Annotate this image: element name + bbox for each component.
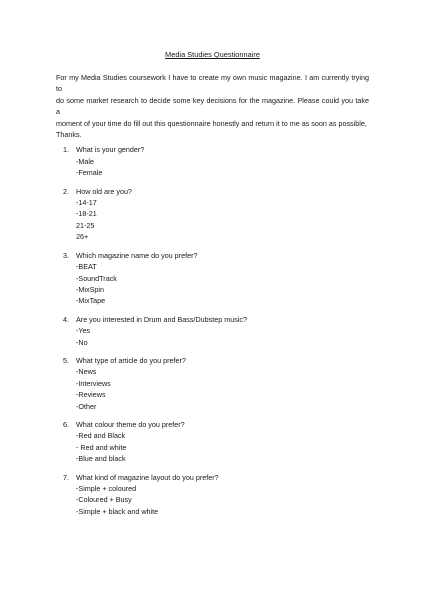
answer-option: -Coloured + Busy [76, 495, 132, 505]
question-text: How old are you? [76, 186, 132, 196]
answer-option: -MixSpin [76, 284, 104, 294]
question-item [56, 355, 369, 412]
intro-line: moment of your time do fill out this questionnaire honestly and return it to me as soon as possible, [56, 118, 367, 128]
answer-option: 26+ [76, 232, 89, 242]
question-text: Are you interested in Drum and Bass/Dubstep music? [76, 314, 247, 324]
option-list [76, 156, 369, 179]
answer-option: -No [76, 337, 88, 347]
intro-line: do some market research to decide some key decisions for the magazine. Please could you take a [56, 95, 369, 117]
option-list [76, 197, 369, 243]
answer-option: -Yes [76, 326, 91, 336]
intro-line: For my Media Studies coursework I have to create my own music magazine. I am currently trying to [56, 73, 369, 94]
answer-option: -Reviews [76, 390, 106, 400]
option-list [76, 325, 369, 348]
answer-option: -MixTape [76, 296, 106, 306]
question-number: 3. [63, 250, 69, 260]
answer-option: -Female [76, 168, 103, 178]
option-list [76, 366, 369, 412]
option-list [76, 430, 369, 464]
question-text: Which magazine name do you prefer? [76, 250, 198, 260]
answer-option: -Simple + coloured [76, 484, 137, 493]
question-text: What is your gender? [76, 145, 145, 155]
question-item [56, 472, 369, 518]
question-text: What type of article do you prefer? [76, 355, 186, 365]
question-list [56, 144, 369, 517]
answer-option: -BEAT [76, 262, 97, 272]
document-title: Media Studies Questionnaire [165, 50, 260, 59]
question-text: What kind of magazine layout do you prefer? [76, 472, 219, 482]
answer-option: -Male [76, 156, 94, 166]
question-item [56, 186, 369, 243]
question-number: 7. [63, 472, 69, 482]
question-text: What colour theme do you prefer? [76, 419, 185, 429]
question-number: 2. [63, 186, 69, 196]
intro-paragraph [56, 72, 369, 140]
option-list [76, 483, 369, 517]
question-item [56, 144, 369, 178]
question-number: 6. [63, 419, 69, 429]
answer-option: -18-21 [76, 209, 97, 219]
answer-option: -Simple + black and white [76, 506, 159, 516]
question-number: 1. [63, 145, 69, 155]
question-number: 5. [63, 355, 69, 365]
question-item [56, 419, 369, 465]
question-number: 4. [63, 314, 69, 324]
question-item [56, 250, 369, 307]
answer-option: -SoundTrack [76, 273, 117, 283]
question-item [56, 314, 369, 348]
option-list [76, 261, 369, 307]
answer-option: -Blue and black [76, 454, 126, 464]
answer-option: -Red and Black [76, 431, 126, 441]
answer-option: -News [76, 367, 97, 377]
answer-option: 21-25 [76, 220, 95, 230]
answer-option: -14-17 [76, 198, 97, 208]
answer-option: - Red and white [76, 442, 127, 452]
answer-option: -Interviews [76, 378, 111, 388]
intro-line: Thanks. [56, 130, 82, 140]
answer-option: -Other [76, 401, 97, 411]
